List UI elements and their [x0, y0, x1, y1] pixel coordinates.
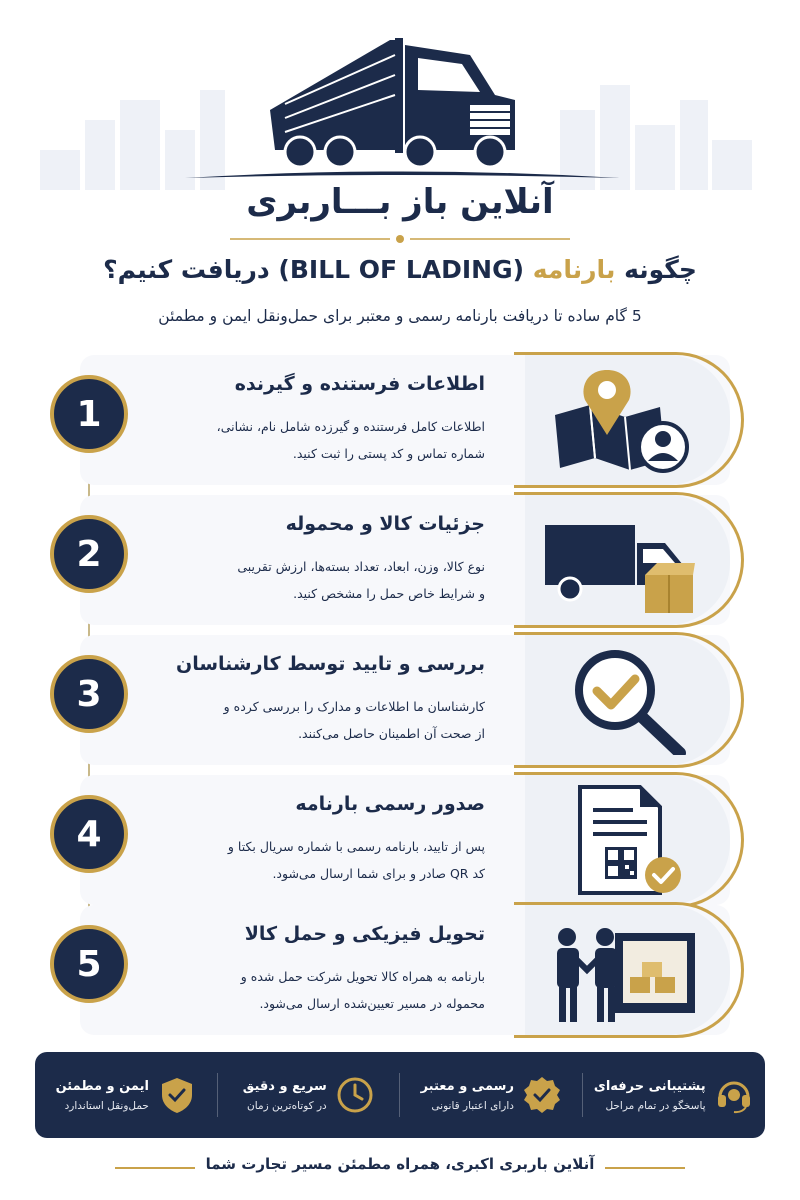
- brand-logo-text: آنلاین باز بـــاربری: [246, 182, 554, 222]
- clock-icon: [335, 1075, 375, 1115]
- step-desc-line: بارنامه به همراه کالا تحویل شرکت حمل شده و: [240, 969, 485, 984]
- hero-header: [0, 0, 800, 245]
- step-title: تحویل فیزیکی و حمل کالا: [244, 923, 485, 945]
- step-desc-line: نوع کالا، وزن، ابعاد، تعداد بسته‌ها، ارزش تقریبی: [237, 559, 485, 574]
- feature-subtitle: حمل‌ونقل استاندارد: [64, 1099, 149, 1112]
- feature-text: [56, 1079, 149, 1112]
- feature-subtitle: دارای اعتبار قانونی: [431, 1099, 514, 1112]
- step-number: 4: [50, 795, 128, 873]
- map-pin-user-icon: [545, 365, 695, 475]
- title-prefix: چگونه: [624, 255, 697, 284]
- step-title: جزئیات کالا و محموله: [285, 513, 485, 535]
- step-desc-line: اطلاعات کامل فرستنده و گیرزده شامل نام، نشانی،: [216, 419, 485, 434]
- step-title: بررسی و تایید توسط کارشناسان: [175, 653, 485, 675]
- step-number: 1: [50, 375, 128, 453]
- step-desc-line: پس از تایید، بارنامه رسمی با شماره سریال بکتا و: [227, 839, 485, 854]
- step-number: 5: [50, 925, 128, 1003]
- shield-check-icon: [157, 1075, 197, 1115]
- step-number: 2: [50, 515, 128, 593]
- step-desc-line: کارشناسان ما اطلاعات و مدارک را بررسی کرده و: [223, 699, 485, 714]
- magnifier-check-icon: [545, 645, 695, 755]
- step-description: [145, 413, 485, 467]
- step-4: [50, 775, 730, 905]
- feature-text: [594, 1079, 706, 1112]
- step-desc-line: محموله در مسیر تعیین‌شده ارسال می‌شود.: [259, 996, 485, 1011]
- feature-text: [243, 1079, 327, 1112]
- truck-box-icon: [545, 505, 695, 615]
- feature-text: [421, 1079, 514, 1112]
- step-2: [50, 495, 730, 625]
- step-desc-line: کد QR صادر و برای شما ارسال می‌شود.: [272, 866, 485, 881]
- step-desc-line: شماره تماس و کد پستی را ثبت کنید.: [292, 446, 485, 461]
- feature-subtitle: در کوتاه‌ترین زمان: [247, 1099, 327, 1112]
- feature-title: سریع و دقیق: [242, 1078, 327, 1094]
- step-title: اطلاعات فرستنده و گیرنده: [234, 373, 485, 395]
- step-number: 3: [50, 655, 128, 733]
- feature-support: [583, 1065, 766, 1125]
- step-description: [145, 833, 485, 887]
- step-description: [145, 553, 485, 607]
- step-title: صدور رسمی بارنامه: [295, 793, 485, 815]
- step-5: [50, 905, 730, 1035]
- title-highlight: بارنامه: [532, 255, 616, 284]
- step-desc-line: از صحت آن اطمینان حاصل می‌کنند.: [298, 726, 485, 741]
- feature-title: رسمی و معتبر: [420, 1078, 514, 1094]
- feature-title: پشتیبانی حرفه‌ای: [593, 1078, 706, 1094]
- award-badge-icon: [522, 1075, 562, 1115]
- page-title: [0, 255, 800, 284]
- features-bar: [35, 1052, 765, 1138]
- logo-divider: [230, 232, 570, 246]
- feature-safe: [35, 1065, 218, 1125]
- feature-fast: [218, 1065, 401, 1125]
- feature-subtitle: پاسخگو در تمام مراحل: [605, 1099, 706, 1112]
- step-desc-line: و شرایط خاص حمل را مشخص کنید.: [293, 586, 485, 601]
- step-1: [50, 355, 730, 485]
- feature-official: [400, 1065, 583, 1125]
- document-qr-icon: [545, 785, 695, 895]
- page-subtitle: 5 گام ساده تا دریافت بارنامه رسمی و معتبر برای حمل‌ونقل ایمن و مطمئن: [158, 307, 642, 325]
- headset-icon: [714, 1075, 754, 1115]
- step-3: [50, 635, 730, 765]
- feature-title: ایمن و مطمئن: [55, 1078, 149, 1094]
- handshake-truck-icon: [545, 915, 695, 1025]
- title-suffix: (BILL OF LADING) دریافت کنیم؟: [103, 255, 525, 284]
- step-description: [145, 693, 485, 747]
- step-description: [145, 963, 485, 1017]
- footer-tagline: آنلاین باربری اکبری، همراه مطمئن مسیر تجارت شما: [205, 1155, 595, 1173]
